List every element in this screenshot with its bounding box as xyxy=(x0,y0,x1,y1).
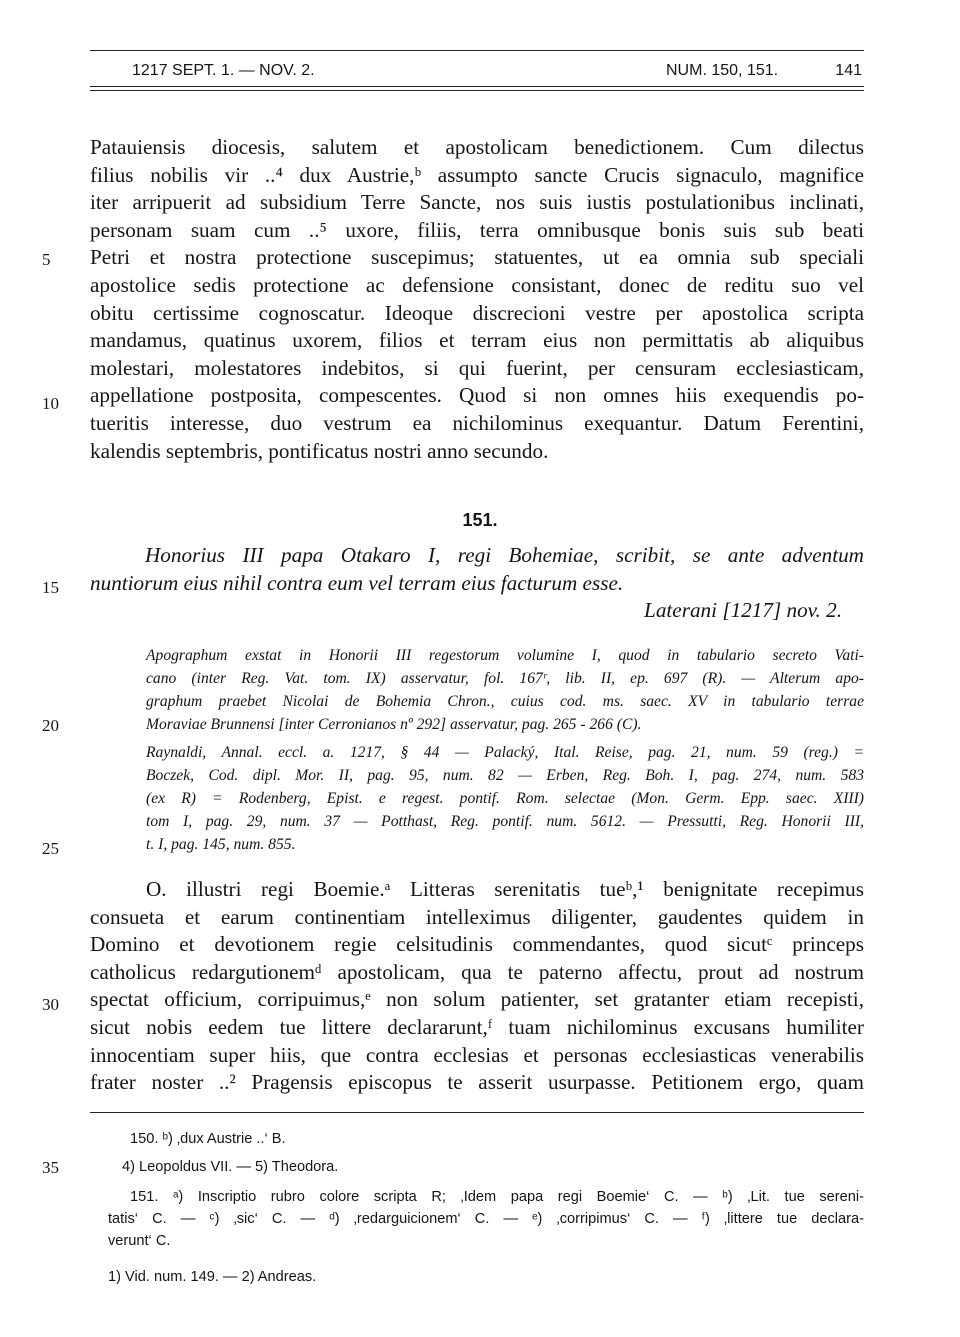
footnote-150-persons: 4) Leopoldus VII. — 5) Theodora. xyxy=(122,1159,339,1175)
doc150-text xyxy=(90,134,864,465)
doc151-source-line: Apographum exstat in Honorii III regestorum volumine I, quod in tabulario secreto Vati- xyxy=(146,647,864,664)
doc151-edition-line: (ex R) = Rodenberg, Epist. e regest. pontif. Rom. selectae (Mon. Germ. Epp. saec. XIII) xyxy=(146,790,864,807)
doc150-line: Petri et nostra protectione suscepimus; statuentes, ut ea omnia sub speciali xyxy=(90,245,864,270)
doc151-edition-line: tom I, pag. 29, num. 37 — Potthast, Reg. pontif. num. 5612. — Pressutti, Reg. Honorii III, xyxy=(146,813,864,830)
line-number-25: 25 xyxy=(42,839,59,858)
doc151-edition-line: Raynaldi, Annal. eccl. a. 1217, § 44 — Palacký, Ital. Reise, pag. 21, num. 59 (reg.) = xyxy=(146,744,864,761)
line-number-15: 15 xyxy=(42,578,59,597)
footnote-151-line: verunt‘ C. xyxy=(108,1233,171,1249)
footnote-rule xyxy=(90,1112,864,1113)
footnote-151-variants xyxy=(108,1186,864,1252)
doc150-line: personam suam cum ..⁵ uxore, filiis, terra omnibusque bonis suis sub beati xyxy=(90,217,864,242)
doc151-edition-line: Boczek, Cod. dipl. Mor. II, pag. 95, num. 82 — Erben, Reg. Boh. I, pag. 274, num. 583 xyxy=(146,767,864,784)
doc150-line: molestari, molestatores indebitos, si qui fuerint, per censuram ecclesiasticam, xyxy=(90,355,864,380)
header-page-number: 141 xyxy=(835,62,862,79)
footnote-151-line: tatis‘ C. — ᶜ) ‚sic‘ C. — ᵈ) ‚redarguicionem‘ C. — ᵉ) ‚corripimus‘ C. — ᶠ) ‚littere tue declara- xyxy=(108,1211,864,1227)
doc151-text-line: sicut nobis eedem tue littere declararunt,ᶠ tuam nichilominus excusans humiliter xyxy=(90,1014,864,1039)
header-top-rule xyxy=(90,50,864,51)
line-number-10: 10 xyxy=(42,394,59,413)
doc151-text-line: spectat officium, corripuimus,ᵉ non solum patienter, set gratanter etiam recepisti, xyxy=(90,987,864,1012)
doc151-summary-line: Honorius III papa Otakaro I, regi Bohemiae, scribit, se ante adventum xyxy=(145,543,864,567)
doc151-source-line: Moraviae Brunnensi [inter Cerronianos nº 292] asservatur, pag. 265 - 266 (C). xyxy=(146,716,642,733)
doc151-source-note xyxy=(146,644,864,736)
doc151-source-line: graphum praebet Nicolai de Bohemia Chron., cuius cod. ms. saec. XV in tabulario terrae xyxy=(146,693,864,710)
header-bottom-rule-2 xyxy=(90,90,864,91)
line-number-35: 35 xyxy=(42,1158,59,1177)
doc151-text xyxy=(90,876,864,1097)
doc150-line: obitu certissime cognoscatur. Ideoque discrecioni vestre per apostolica scripta xyxy=(90,300,864,325)
doc151-edition-line: t. I, pag. 145, num. 855. xyxy=(146,836,296,853)
doc150-line: appellatione postposita, compescentes. Quod si non omnes hiis exequendis po- xyxy=(90,383,864,408)
doc151-dateline: Laterani [1217] nov. 2. xyxy=(644,598,842,623)
doc151-text-line: innocentiam super hiis, que contra ecclesias et personas ecclesiasticas venerabilis xyxy=(90,1042,864,1067)
doc151-editions-note xyxy=(146,741,864,856)
header-bottom-rule xyxy=(90,86,864,87)
doc150-line: kalendis septembris, pontificatus nostri anno secundo. xyxy=(90,438,549,463)
header-date-range: 1217 SEPT. 1. — NOV. 2. xyxy=(132,62,315,79)
doc151-text-line: catholicus redargutionemᵈ apostolicam, qua te paterno affectu, prout ad nostrum xyxy=(90,959,864,984)
footnote-151-line: 151. ᵃ) Inscriptio rubro colore scripta R; ‚Idem papa regi Boemie‘ C. — ᵇ) ‚Lit. tue sereni- xyxy=(130,1189,864,1205)
line-number-5: 5 xyxy=(42,250,51,269)
footnote-151-refs: 1) Vid. num. 149. — 2) Andreas. xyxy=(108,1269,317,1285)
doc151-text-line: frater noster ..² Pragensis episcopus te asserit usurpasse. Petitionem ergo, quam xyxy=(90,1070,864,1095)
line-number-20: 20 xyxy=(42,716,59,735)
doc150-line: Patauiensis diocesis, salutem et apostolicam benedictionem. Cum dilectus xyxy=(90,135,864,159)
doc150-line: mandamus, quatinus uxorem, filios et terram eius non permittatis ab aliquibus xyxy=(90,328,864,353)
doc151-summary xyxy=(90,542,864,625)
doc151-text-line: consueta et earum continentiam intelleximus diligenter, gaudentes quidem in xyxy=(90,904,864,929)
doc150-line: apostolice sedis protectione ac defensione consistant, donec de reditu suo vel xyxy=(90,272,864,297)
doc150-line: filius nobilis vir ..⁴ dux Austrie,ᵇ assumpto sancte Crucis signaculo, magnifice xyxy=(90,162,864,187)
running-header xyxy=(90,60,864,86)
doc151-summary-line: nuntiorum eius nihil contra eum vel terram eius facturum esse. xyxy=(90,570,624,595)
line-number-30: 30 xyxy=(42,995,59,1014)
doc150-line: iter arripuerit ad subsidium Terre Sancte, nos suis iustis postulationibus inclinati, xyxy=(90,190,864,215)
doc151-text-line: Domino et devotionem regie celsitudinis commendantes, quod sicutᶜ princeps xyxy=(90,932,864,957)
header-numbers: NUM. 150, 151. xyxy=(666,62,779,79)
doc151-number: 151. xyxy=(462,510,498,530)
footnote-150-variant: 150. ᵇ) ‚dux Austrie ..‘ B. xyxy=(130,1131,286,1147)
doc150-line: tueritis interesse, duo vestrum ea nichilominus exequantur. Datum Ferentini, xyxy=(90,410,864,435)
doc151-source-line: cano (inter Reg. Vat. tom. IX) asservatur, fol. 167ʳ, lib. II, ep. 697 (R). — Alterum apo- xyxy=(146,670,864,687)
doc151-text-line: O. illustri regi Boemie.ᵃ Litteras serenitatis tueᵇ,¹ benignitate recepimus xyxy=(146,877,864,901)
